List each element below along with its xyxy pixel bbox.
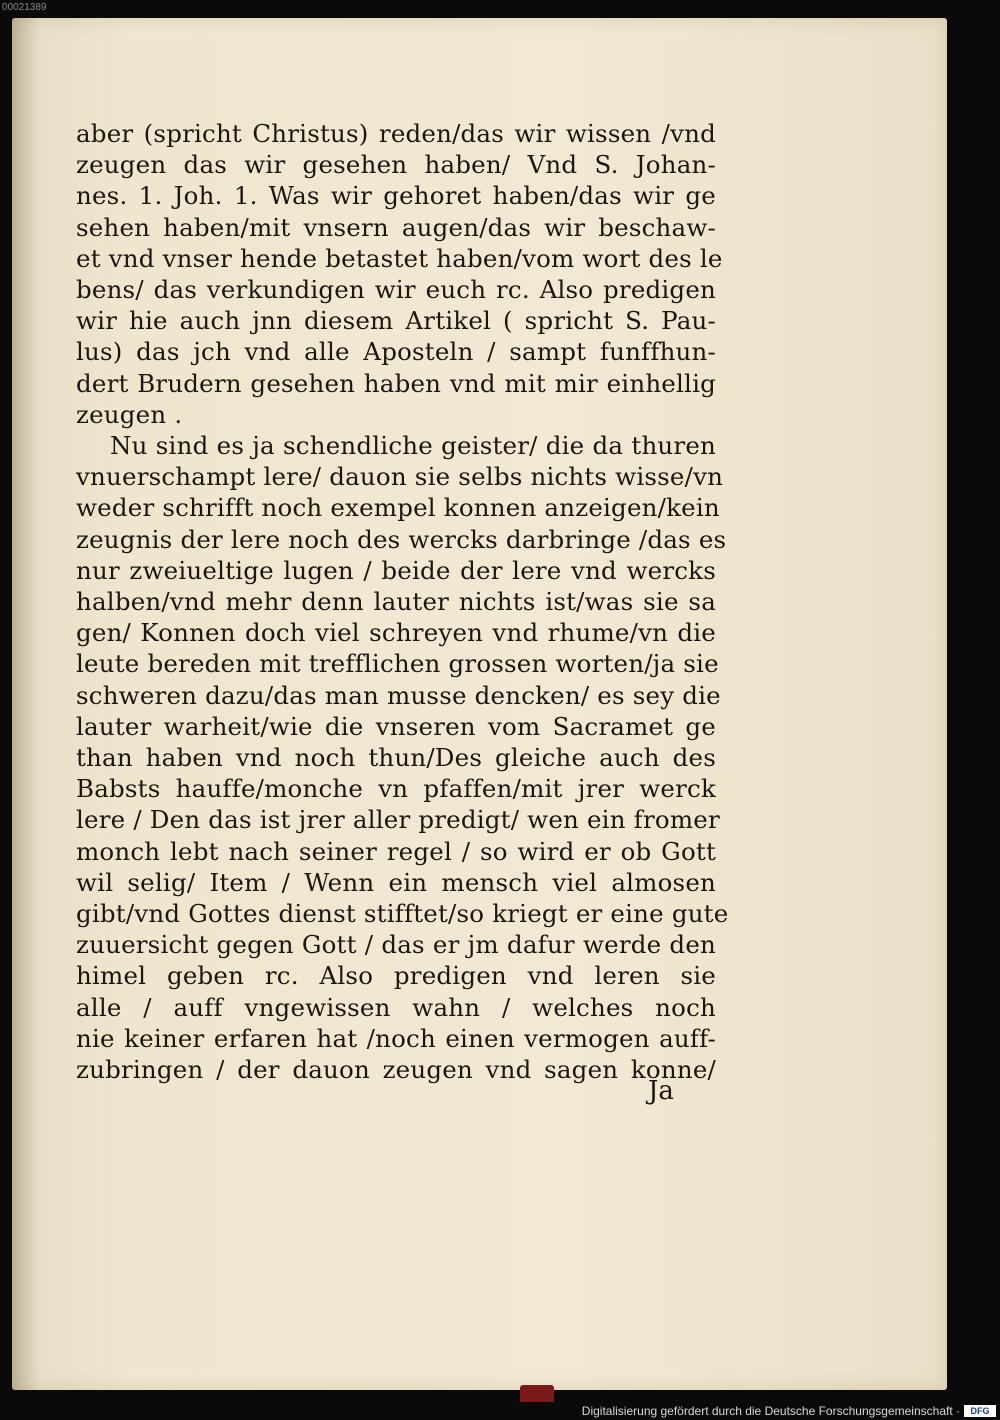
dfg-logo: DFG <box>964 1405 996 1417</box>
scan-id: 00021389 <box>2 2 47 13</box>
text-line: gibt/vnd Gottes dienst stifftet/so kriegt er eine gute <box>76 899 729 929</box>
text-line: Babsts hauffe/monche vn pfaffen/mit jrer werck <box>76 774 716 804</box>
text-line: zuuersicht gegen Gott / das er jm dafur werde den <box>76 930 716 960</box>
text-line: lus) das jch vnd alle Aposteln / sampt funffhun- <box>76 337 716 367</box>
text-line: gen/ Konnen doch viel schreyen vnd rhume/vn die <box>76 618 716 648</box>
catchword: Ja <box>648 1076 674 1106</box>
text-line: aber (spricht Christus) reden/das wir wissen /vnd <box>76 119 716 148</box>
text-line: than haben vnd noch thun/Des gleiche auch des <box>76 743 716 773</box>
text-line: wir hie auch jnn diesem Artikel ( spricht S. Pau- <box>76 306 716 336</box>
body-text <box>76 118 729 1085</box>
footer-bar <box>0 1402 1000 1420</box>
text-line: dert Brudern gesehen haben vnd mit mir einhellig <box>76 368 716 398</box>
text-line: nur zweiueltige lugen / beide der lere vnd wercks <box>76 555 716 585</box>
text-line: Nu sind es ja schendliche geister/ die da thuren <box>110 431 716 461</box>
text-line: zubringen / der dauon zeugen vnd sagen konne/ <box>76 1055 716 1085</box>
text-line: zeugen das wir gesehen haben/ Vnd S. Johan- <box>76 150 716 180</box>
text-line: bens/ das verkundigen wir euch rc. Also predigen <box>76 275 716 305</box>
text-line: monch lebt nach seiner regel / so wird er ob Gott <box>76 836 716 866</box>
text-line: wil selig/ Item / Wenn ein mensch viel almosen <box>76 867 716 897</box>
text-line: lauter warheit/wie die vnseren vom Sacramet ge <box>76 711 716 741</box>
book-page <box>12 18 947 1390</box>
text-line: schweren dazu/das man musse dencken/ es sey die <box>76 680 721 710</box>
text-line: halben/vnd mehr denn lauter nichts ist/was sie sa <box>76 587 716 617</box>
text-line: himel geben rc. Also predigen vnd leren sie <box>76 961 716 991</box>
text-line: nie keiner erfaren hat /noch einen vermogen auff- <box>76 1023 716 1053</box>
text-line: nes. 1. Joh. 1. Was wir gehoret haben/das wir ge <box>76 181 716 211</box>
text-line: lere / Den das ist jrer aller predigt/ wen ein fromer <box>76 805 720 835</box>
text-line: et vnd vnser hende betastet haben/vom wort des le <box>76 243 723 273</box>
text-line: vnuerschampt lere/ dauon sie selbs nichts wisse/vn <box>76 462 724 492</box>
text-line: sehen haben/mit vnsern augen/das wir beschaw- <box>76 212 716 242</box>
bookmark-ribbon <box>520 1385 554 1403</box>
footer-credit: Digitalisierung gefördert durch die Deutsche Forschungsgemeinschaft · <box>581 1404 960 1418</box>
text-line: zeugnis der lere noch des wercks darbringe /das es <box>76 524 727 554</box>
text-line: leute bereden mit trefflichen grossen worten/ja sie <box>76 649 719 679</box>
page-spine-shadow <box>12 18 40 1390</box>
text-line: weder schrifft noch exempel konnen anzeigen/kein <box>76 493 720 523</box>
text-line: alle / auff vngewissen wahn / welches noch <box>76 992 716 1022</box>
text-line: zeugen . <box>76 399 183 429</box>
